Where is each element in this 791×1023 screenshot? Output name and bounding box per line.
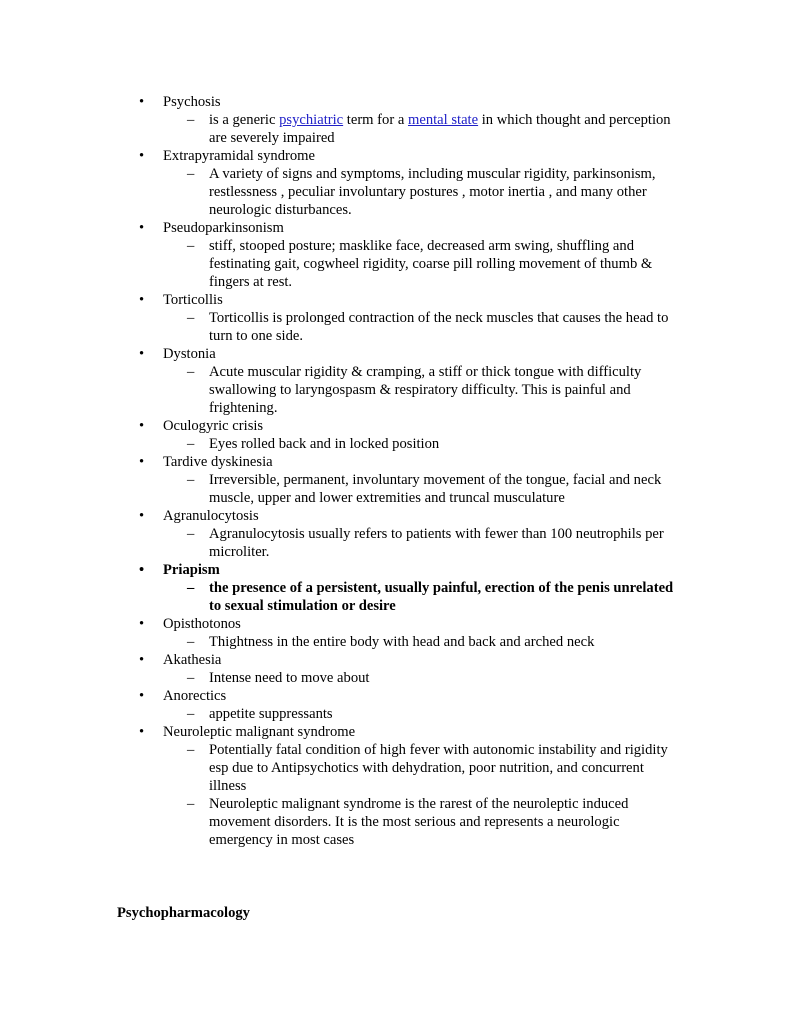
dash-marker: – xyxy=(187,436,195,452)
term-title: Torticollis xyxy=(163,292,223,308)
term-title: Oculogyric crisis xyxy=(163,418,264,434)
term-heading xyxy=(0,345,791,363)
term-heading xyxy=(0,93,791,111)
term-title: Dystonia xyxy=(163,346,216,362)
dash-marker: – xyxy=(187,166,195,182)
term-definition xyxy=(0,705,681,723)
term-definition xyxy=(0,237,681,291)
definition-list xyxy=(0,435,791,453)
term-definition xyxy=(0,633,681,651)
glossary-term xyxy=(0,417,791,453)
term-definition xyxy=(0,309,681,345)
term-heading xyxy=(0,507,791,525)
definition-list xyxy=(0,705,791,723)
term-definition xyxy=(0,669,681,687)
definition-list xyxy=(0,525,791,561)
dash-marker: – xyxy=(187,238,195,254)
glossary-term xyxy=(0,561,791,615)
dash-marker: – xyxy=(187,706,195,722)
dash-marker: – xyxy=(187,742,195,758)
bullet-marker: • xyxy=(139,220,145,236)
dash-marker: – xyxy=(187,634,195,650)
term-title: Tardive dyskinesia xyxy=(163,454,273,470)
bullet-marker: • xyxy=(139,418,145,434)
term-title: Pseudoparkinsonism xyxy=(163,220,284,236)
dash-marker: – xyxy=(187,472,195,488)
term-heading xyxy=(0,651,791,669)
term-title: Anorectics xyxy=(163,688,227,704)
dash-marker: – xyxy=(187,670,195,686)
definition-list xyxy=(0,741,791,849)
term-definition xyxy=(0,435,681,453)
term-heading xyxy=(0,687,791,705)
glossary-term xyxy=(0,687,791,723)
definition-text: Irreversible, permanent, involuntary movement of the tongue, facial and neck muscle, upper and lower extremities and truncal musculature xyxy=(209,472,662,506)
bullet-marker: • xyxy=(139,94,145,110)
definition-text: term for a xyxy=(343,112,408,128)
definition-list xyxy=(0,579,791,615)
term-link[interactable]: mental state xyxy=(407,112,479,128)
term-definition xyxy=(0,111,681,147)
term-definition xyxy=(0,471,681,507)
dash-marker: – xyxy=(187,310,195,326)
dash-marker: – xyxy=(187,364,195,380)
term-title: Opisthotonos xyxy=(163,616,241,632)
dash-marker: – xyxy=(187,580,195,596)
term-heading xyxy=(0,291,791,309)
term-title: Extrapyramidal syndrome xyxy=(163,148,315,164)
term-heading xyxy=(0,723,791,741)
definition-list xyxy=(0,363,791,417)
bullet-marker: • xyxy=(139,346,145,362)
definition-list xyxy=(0,471,791,507)
glossary-term xyxy=(0,345,791,417)
glossary-term xyxy=(0,147,791,219)
term-definition xyxy=(0,795,681,849)
definition-text: Torticollis is prolonged contraction of the neck muscles that causes the head to turn to one side. xyxy=(209,310,669,344)
definition-text: in which thought and perception are severely impaired xyxy=(209,112,671,146)
glossary-term xyxy=(0,723,791,849)
definition-text: Eyes rolled back and in locked position xyxy=(209,436,440,452)
definition-text: Intense need to move about xyxy=(209,670,370,686)
term-title: Priapism xyxy=(163,562,220,578)
glossary-term xyxy=(0,93,791,147)
definition-text: the presence of a persistent, usually painful, erection of the penis unrelated to sexual stimulation or desire xyxy=(209,580,674,614)
definition-list xyxy=(0,633,791,651)
term-heading xyxy=(0,219,791,237)
term-link[interactable]: psychiatric xyxy=(279,112,344,128)
bullet-marker: • xyxy=(139,148,145,164)
term-definition xyxy=(0,363,681,417)
bullet-marker: • xyxy=(139,562,145,578)
dash-marker: – xyxy=(187,796,195,812)
definition-text: is a generic xyxy=(209,112,280,128)
term-heading xyxy=(0,453,791,471)
term-heading xyxy=(0,561,791,579)
term-title: Psychosis xyxy=(163,94,221,110)
glossary-list xyxy=(0,93,791,849)
glossary-term xyxy=(0,219,791,291)
term-title: Agranulocytosis xyxy=(163,508,259,524)
glossary-term xyxy=(0,453,791,507)
bullet-marker: • xyxy=(139,724,145,740)
definition-text: stiff, stooped posture; masklike face, decreased arm swing, shuffling and festinating gait, cogwheel rigidity, coarse pill rolling movement of thumb & fingers at rest. xyxy=(209,238,653,290)
bullet-marker: • xyxy=(139,508,145,524)
glossary-term xyxy=(0,615,791,651)
term-heading xyxy=(0,147,791,165)
definition-text: Agranulocytosis usually refers to patients with fewer than 100 neutrophils per microliter. xyxy=(209,526,664,560)
definition-list xyxy=(0,237,791,291)
definition-text: Thightness in the entire body with head and back and arched neck xyxy=(209,634,595,650)
bullet-marker: • xyxy=(139,688,145,704)
section-heading: Psychopharmacology xyxy=(117,905,250,921)
term-definition xyxy=(0,579,681,615)
bullet-marker: • xyxy=(139,454,145,470)
definition-text: Potentially fatal condition of high fever with autonomic instability and rigidity esp due to Antipsychotics with dehydration, poor nutrition, and concurrent illness xyxy=(209,742,668,794)
glossary-term xyxy=(0,507,791,561)
definition-text: Acute muscular rigidity & cramping, a stiff or thick tongue with difficulty swallowing to laryngospasm & respiratory difficulty. This is painful and frightening. xyxy=(209,364,642,416)
definition-text: A variety of signs and symptoms, including muscular rigidity, parkinsonism, restlessness , peculiar involuntary postures , motor inertia , and many other neurologic disturbances. xyxy=(209,166,656,218)
term-definition xyxy=(0,165,681,219)
definition-text: Neuroleptic malignant syndrome is the rarest of the neuroleptic induced movement disorders. It is the most serious and represents a neurologic emergency in most cases xyxy=(209,796,629,848)
term-heading xyxy=(0,615,791,633)
term-heading xyxy=(0,417,791,435)
bullet-marker: • xyxy=(139,616,145,632)
dash-marker: – xyxy=(187,112,195,128)
bullet-marker: • xyxy=(139,652,145,668)
term-definition xyxy=(0,525,681,561)
glossary-term xyxy=(0,291,791,345)
definition-list xyxy=(0,165,791,219)
term-definition xyxy=(0,741,681,795)
definition-list xyxy=(0,111,791,147)
bullet-marker: • xyxy=(139,292,145,308)
term-title: Akathesia xyxy=(163,652,222,668)
definition-list xyxy=(0,309,791,345)
term-title: Neuroleptic malignant syndrome xyxy=(163,724,356,740)
definition-text: appetite suppressants xyxy=(209,706,333,722)
glossary-term xyxy=(0,651,791,687)
dash-marker: – xyxy=(187,526,195,542)
definition-list xyxy=(0,669,791,687)
